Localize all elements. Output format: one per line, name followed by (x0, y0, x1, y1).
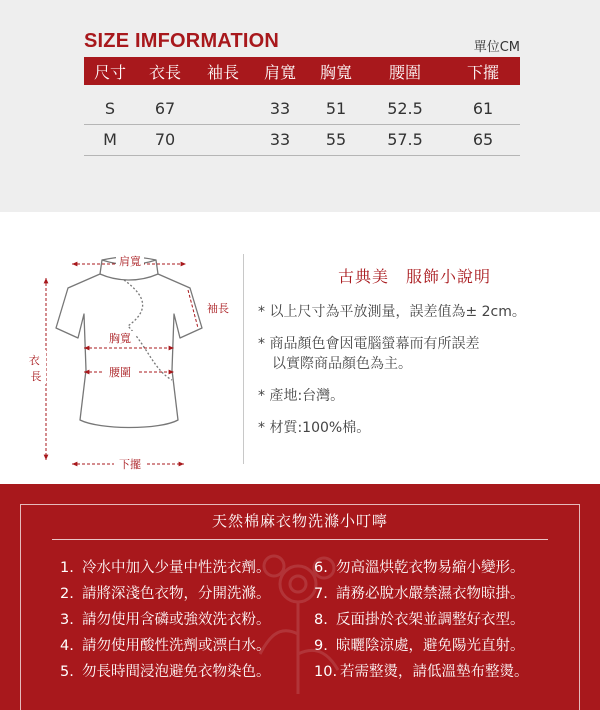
label-length-char1: 衣 (28, 354, 40, 367)
cell-shoulder: 33 (252, 93, 308, 124)
item-text: 請勿使用酸性洗劑或漂白水。 (82, 638, 271, 654)
header-sleeve: 袖長 (194, 57, 252, 85)
header-hem: 下擺 (446, 57, 520, 85)
cell-hem: 61 (446, 93, 520, 124)
size-title: SIZE IMFORMATION (84, 30, 280, 52)
notes-list (258, 302, 578, 450)
item-text: 反面掛於衣架並調整好衣型。 (336, 612, 525, 628)
item-text: 勿高溫烘乾衣物易縮小變形。 (336, 560, 525, 576)
item-text: 請勿使用含磷或強效洗衣粉。 (82, 612, 271, 628)
item-text: 勿長時間浸泡避免衣物染色。 (82, 664, 271, 680)
label-shoulder: 肩寬 (119, 255, 141, 268)
list-item (60, 633, 271, 659)
item-text: 請將深淺色衣物，分開洗滌。 (82, 586, 271, 602)
item-number: 2. (60, 586, 74, 602)
cell-waist: 52.5 (364, 93, 446, 124)
list-item (314, 607, 529, 633)
item-number: 4. (60, 638, 74, 654)
cell-size: S (84, 93, 136, 124)
item-text: 請務必脫水嚴禁濕衣物晾掛。 (336, 586, 525, 602)
vertical-divider (243, 254, 244, 464)
cell-sleeve (194, 93, 252, 124)
item-number: 7. (314, 586, 328, 602)
list-item (314, 633, 529, 659)
list-item (60, 659, 271, 685)
header-waist: 腰圍 (364, 57, 446, 85)
unit-label: 單位CM (473, 40, 520, 55)
item-number: 1. (60, 560, 74, 576)
item-number: 8. (314, 612, 328, 628)
cell-length: 67 (136, 93, 194, 124)
size-table-header (84, 57, 520, 85)
cell-waist: 57.5 (364, 124, 446, 155)
washing-divider (52, 539, 548, 540)
list-item (314, 659, 529, 685)
item-number: 3. (60, 612, 74, 628)
size-information-section (0, 0, 600, 212)
cell-shoulder: 33 (252, 124, 308, 155)
table-row (84, 93, 520, 124)
list-item (60, 607, 271, 633)
washing-tips-section (0, 484, 600, 710)
header-chest: 胸寬 (308, 57, 364, 85)
label-chest: 胸寬 (109, 332, 131, 345)
size-table (84, 57, 520, 156)
note-item: * 以上尺寸為平放測量，誤差值為± 2cm。 (258, 304, 526, 320)
label-waist: 腰圍 (109, 366, 131, 379)
header-length: 衣長 (136, 57, 194, 85)
item-number: 10. (314, 664, 338, 680)
cell-size: M (84, 124, 136, 155)
cell-chest: 55 (308, 124, 364, 155)
list-item (60, 581, 271, 607)
washing-list-left (60, 555, 271, 685)
item-text: 若需整燙，請低溫墊布整燙。 (340, 664, 529, 680)
washing-list-right (314, 555, 529, 685)
cell-hem: 65 (446, 124, 520, 155)
item-number: 5. (60, 664, 74, 680)
label-length-char2: 長 (30, 370, 42, 383)
table-row (84, 124, 520, 155)
notes-title: 古典美 服飾小說明 (338, 267, 492, 286)
cell-chest: 51 (308, 93, 364, 124)
list-item (314, 581, 529, 607)
cell-length: 70 (136, 124, 194, 155)
note-item: * 產地:台灣。 (258, 388, 345, 404)
item-text: 晾曬陰涼處，避免陽光直射。 (336, 638, 525, 654)
washing-title: 天然棉麻衣物洗滌小叮嚀 (211, 512, 388, 530)
label-sleeve: 袖長 (207, 302, 229, 315)
label-hem: 下擺 (119, 458, 141, 471)
garment-measurement-diagram (20, 230, 240, 475)
note-item: * 商品顏色會因電腦螢幕而有所誤差 以實際商品顏色為主。 (258, 336, 480, 372)
list-item (60, 555, 271, 581)
header-shoulder: 肩寬 (252, 57, 308, 85)
item-number: 9. (314, 638, 328, 654)
list-item (314, 555, 529, 581)
cell-sleeve (194, 124, 252, 155)
note-item: * 材質:100%棉。 (258, 420, 371, 436)
garment-info-section (0, 212, 600, 484)
header-size: 尺寸 (84, 57, 136, 85)
item-text: 冷水中加入少量中性洗衣劑。 (82, 560, 271, 576)
item-number: 6. (314, 560, 328, 576)
